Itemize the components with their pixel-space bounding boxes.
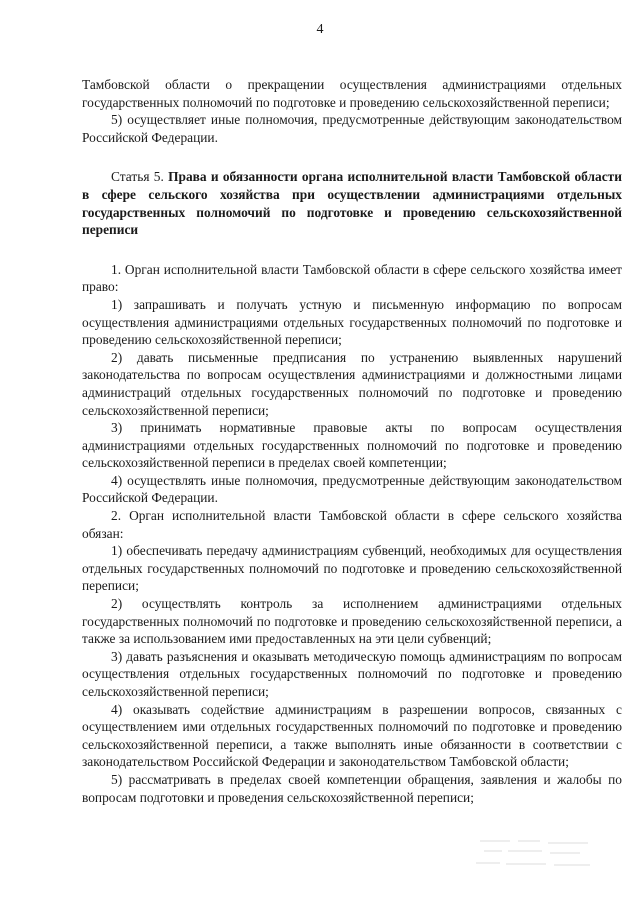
paragraph-item: 5) рассматривать в пределах своей компетенции обращения, заявления и жалобы по вопросам подготовки и проведения сельскохозяйственной переписи; (82, 771, 622, 805)
paragraph-item: 1) обеспечивать передачу администрациям субвенций, необходимых для осуществления отдельных государственных полномочий по подготовке и проведению сельскохозяйственной переписи; (82, 543, 622, 594)
article-heading (82, 168, 622, 238)
page-number: 4 (316, 22, 324, 37)
paragraph-item: 2) осуществлять контроль за исполнением администрациями отдельных государственных полномочий по подготовке и проведению сельскохозяйственной переписи, а также за использованием ими предоставленных на эти цели субвенций; (82, 596, 622, 647)
paragraph-item: 2) давать письменные предписания по устранению выявленных нарушений законодательства по вопросам осуществления администрациями и должностными лицами администраций отдельных государственных полномочий по подготовке и проведению сельскохозяйственной переписи; (82, 349, 622, 418)
paragraph-item: 4) осуществлять иные полномочия, предусмотренные действующим законодательством Российской Федерации. (82, 472, 622, 506)
faded-stamp-mark (470, 833, 600, 873)
article-title: Права и обязанности органа исполнительной власти Тамбовской области в сфере сельского хозяйства при осуществлении администрациями отдельных государственных полномочий по подготовке и проведению сельскохозяйственной переписи (82, 169, 622, 238)
paragraph-continuation: Тамбовской области о прекращении осуществления администрациями отдельных государственных полномочий по подготовке и проведению сельскохозяйственной переписи; (82, 77, 622, 110)
paragraph-item: 1) запрашивать и получать устную и письменную информацию по вопросам осуществления администрациями отдельных государственных полномочий по подготовке и проведению сельскохозяйственной переписи; (82, 296, 622, 348)
paragraph-item: 3) принимать нормативные правовые акты по вопросам осуществления администрациями отдельных государственных полномочий по подготовке и проведению сельскохозяйственной переписи в пределах своей компетенции; (82, 420, 622, 471)
article-label: Статья 5. (111, 169, 164, 185)
paragraph-section-2: 2. Орган исполнительной власти Тамбовской области в сфере сельского хозяйства обязан: (82, 508, 622, 541)
document-body (82, 76, 622, 806)
paragraph-item: 5) осуществляет иные полномочия, предусмотренные действующим законодательством Российской Федерации. (82, 112, 622, 145)
paragraph-item: 3) давать разъяснения и оказывать методическую помощь администрациям по вопросам осуществления отдельных государственных полномочий по подготовке и проведению сельскохозяйственной переписи; (82, 648, 622, 699)
paragraph-item: 4) оказывать содействие администрациям в разрешении вопросов, связанных с осуществлением ими отдельных государственных полномочий по подготовке и проведению сельскохозяйственной переписи, а также выполнять иные обязанности в соответствии с законодательством Российской Федерации и законодательством Тамбовской области; (82, 701, 622, 770)
paragraph-section-1: 1. Орган исполнительной власти Тамбовской области в сфере сельского хозяйства имеет право: (82, 261, 622, 295)
